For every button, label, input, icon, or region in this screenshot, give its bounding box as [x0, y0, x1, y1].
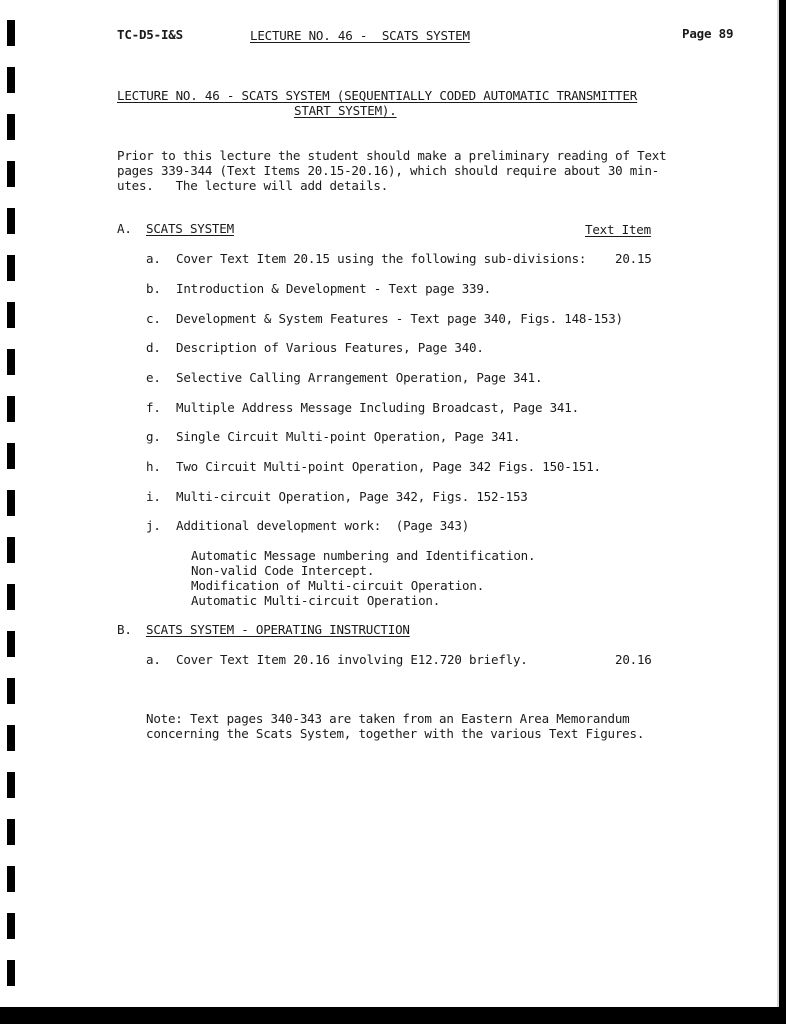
- running-title: LECTURE NO. 46 - SCATS SYSTEM: [250, 28, 470, 43]
- binder-hole: [7, 161, 15, 187]
- item-letter: d.: [146, 340, 161, 355]
- binder-hole: [7, 537, 15, 563]
- item-letter: i.: [146, 489, 161, 504]
- item-text: Development & System Features - Text page 340, Figs. 148-153): [176, 311, 623, 326]
- binder-hole: [7, 772, 15, 798]
- page-number: Page 89: [682, 26, 734, 41]
- item-text: Cover Text Item 20.16 involving E12.720 briefly.: [176, 652, 528, 667]
- item-text: Cover Text Item 20.15 using the following sub-divisions:: [176, 251, 587, 266]
- section-a-heading: SCATS SYSTEM: [146, 221, 234, 236]
- item-text: Additional development work: (Page 343): [176, 518, 470, 533]
- note-line-1: Note: Text pages 340-343 are taken from an Eastern Area Memorandum: [146, 711, 630, 726]
- item-letter: j.: [146, 518, 161, 533]
- item-text: Introduction & Development - Text page 339.: [176, 281, 492, 296]
- binder-hole: [7, 349, 15, 375]
- binder-hole: [7, 960, 15, 986]
- item-letter: g.: [146, 429, 161, 444]
- item-letter: a.: [146, 652, 161, 667]
- section-b-heading: SCATS SYSTEM - OPERATING INSTRUCTION: [146, 622, 410, 637]
- binder-hole: [7, 584, 15, 610]
- item-letter: b.: [146, 281, 161, 296]
- sub-item: Non-valid Code Intercept.: [191, 563, 375, 578]
- sub-item: Automatic Multi-circuit Operation.: [191, 593, 441, 608]
- lecture-title-line-1: LECTURE NO. 46 - SCATS SYSTEM (SEQUENTIALLY CODED AUTOMATIC TRANSMITTER: [117, 88, 638, 103]
- section-b-letter: B.: [117, 622, 132, 637]
- binder-hole: [7, 490, 15, 516]
- binder-hole: [7, 67, 15, 93]
- item-letter: f.: [146, 400, 161, 415]
- doc-code: TC-D5-I&S: [117, 27, 183, 42]
- intro-line-2: pages 339-344 (Text Items 20.15-20.16), which should require about 30 min-: [117, 163, 660, 178]
- note-line-2: concerning the Scats System, together with the various Text Figures.: [146, 726, 645, 741]
- item-ref: 20.16: [615, 652, 652, 667]
- binder-hole: [7, 678, 15, 704]
- sub-item: Automatic Message numbering and Identification.: [191, 548, 536, 563]
- binder-hole: [7, 302, 15, 328]
- lecture-title-line-2: START SYSTEM).: [294, 103, 397, 118]
- item-text: Selective Calling Arrangement Operation, Page 341.: [176, 370, 543, 385]
- section-a-letter: A.: [117, 221, 132, 236]
- text-item-column-label: Text Item: [585, 222, 651, 237]
- item-letter: c.: [146, 311, 161, 326]
- binder-hole: [7, 866, 15, 892]
- item-text: Multi-circuit Operation, Page 342, Figs. 152-153: [176, 489, 528, 504]
- binder-hole: [7, 208, 15, 234]
- intro-line-1: Prior to this lecture the student should make a preliminary reading of Text: [117, 148, 667, 163]
- item-text: Multiple Address Message Including Broadcast, Page 341.: [176, 400, 579, 415]
- binder-hole: [7, 114, 15, 140]
- binder-hole: [7, 396, 15, 422]
- item-letter: a.: [146, 251, 161, 266]
- sub-item: Modification of Multi-circuit Operation.: [191, 578, 485, 593]
- intro-line-3: utes. The lecture will add details.: [117, 178, 389, 193]
- item-ref: 20.15: [615, 251, 652, 266]
- binder-hole: [7, 20, 15, 46]
- binder-hole: [7, 443, 15, 469]
- item-letter: e.: [146, 370, 161, 385]
- item-text: Single Circuit Multi-point Operation, Page 341.: [176, 429, 521, 444]
- scan-border-bottom: [0, 1007, 786, 1024]
- item-text: Description of Various Features, Page 340.: [176, 340, 484, 355]
- scan-border-right: [779, 0, 786, 1024]
- item-letter: h.: [146, 459, 161, 474]
- item-text: Two Circuit Multi-point Operation, Page 342 Figs. 150-151.: [176, 459, 601, 474]
- binder-hole: [7, 913, 15, 939]
- binder-hole: [7, 631, 15, 657]
- binder-hole: [7, 255, 15, 281]
- binder-hole: [7, 725, 15, 751]
- binder-hole: [7, 819, 15, 845]
